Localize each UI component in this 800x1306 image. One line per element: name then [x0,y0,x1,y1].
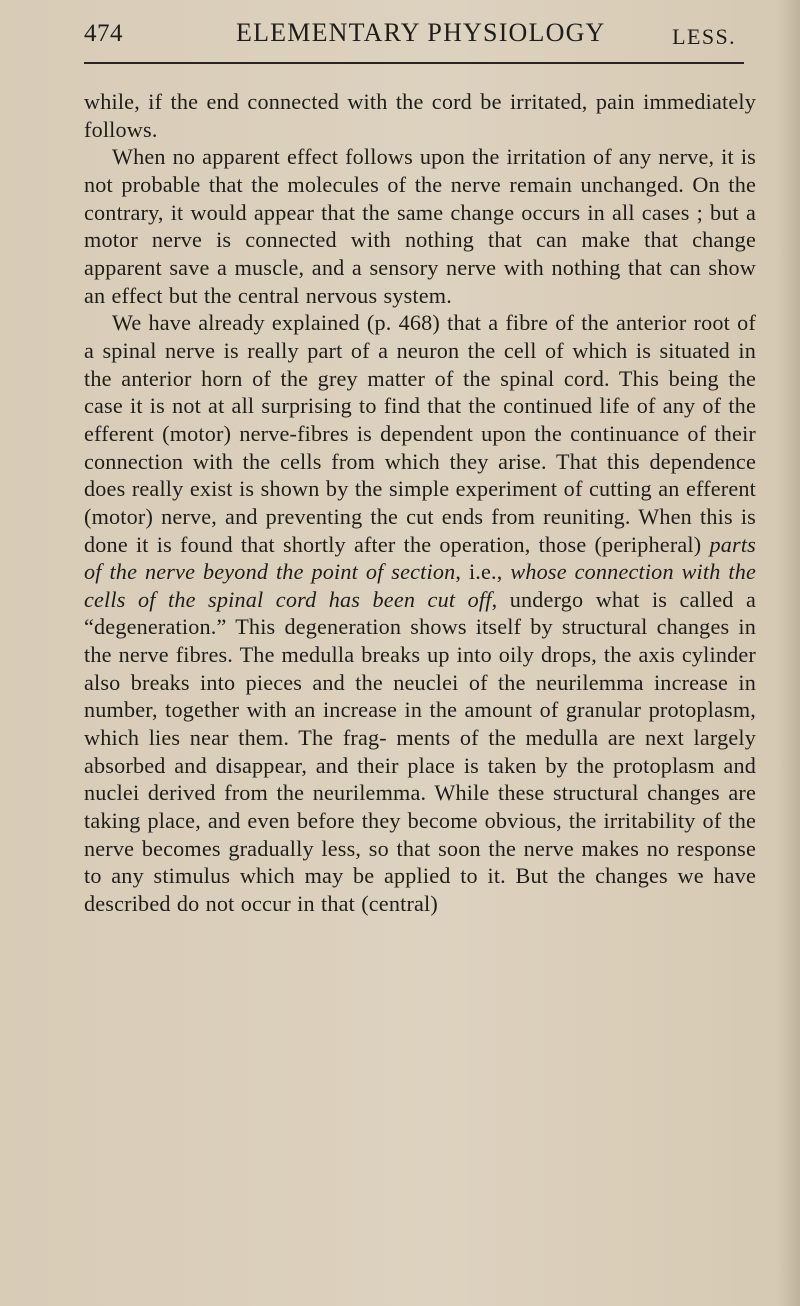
paragraph [84,88,756,143]
page-number: 474 [84,20,123,47]
text-run: while, if the end connected with the cord be irritated, pain immediately follows. [84,89,756,142]
paragraph [84,309,756,917]
page-header [84,0,756,62]
text-run: , undergo what is called a “degeneration.” This degeneration shows itself by structural changes in the nerve fibres. The medulla breaks up into oily drops, the axis cylinder also breaks into pieces and the neuclei of the neurilemma increase in number, together with an increase in the amount of granular protoplasm, which lies near them. The frag- ments of the medulla are next largely absorbed and disappear, and their place is taken by the protoplasm and nuclei derived from the neurilemma. While these structural changes are taking place, and even before they become obvious, the irritability of the nerve becomes gradually less, so that soon the nerve makes no response to any stimulus which may be applied to it. But the changes we have described do not occur in that (central) [84,586,756,917]
running-title: ELEMENTARY PHYSIOLOGY [236,18,606,47]
text-run: , i.e., [455,559,511,585]
italic-phrase: whose connection with the cells of the spinal cord has been cut off [84,559,757,612]
italic-phrase: parts of the nerve beyond the point of section [84,531,756,585]
header-rule [84,62,744,64]
text-run: When no apparent effect follows upon the irritation of any nerve, it is not probable that the molecules of the nerve remain unchanged. On the contrary, it would appear that the same change occurs in all cases ; but a motor nerve is connected with nothing that can make that change apparent save a muscle, and a sensory nerve with nothing that can show an effect but the central nervous system. [84,144,756,308]
body-text [84,88,756,918]
paragraph [84,143,756,309]
text-run: We have already explained (p. 468) that a fibre of the anterior root of a spinal nerve is really part of a neuron the cell of which is situated in the anterior horn of the grey matter of the spinal cord. This being the case it is not at all surprising to find that the continued life of any of the efferent (motor) nerve-fibres is dependent upon the continuance of their connection with the cells from which they arise. That this dependence does really exist is shown by the simple experiment of cutting an efferent (motor) nerve, and preventing the cut ends from reuniting. When this is done it is found that shortly after the operation, those (peripheral) [84,310,756,557]
running-header-right: LESS. [672,24,736,49]
